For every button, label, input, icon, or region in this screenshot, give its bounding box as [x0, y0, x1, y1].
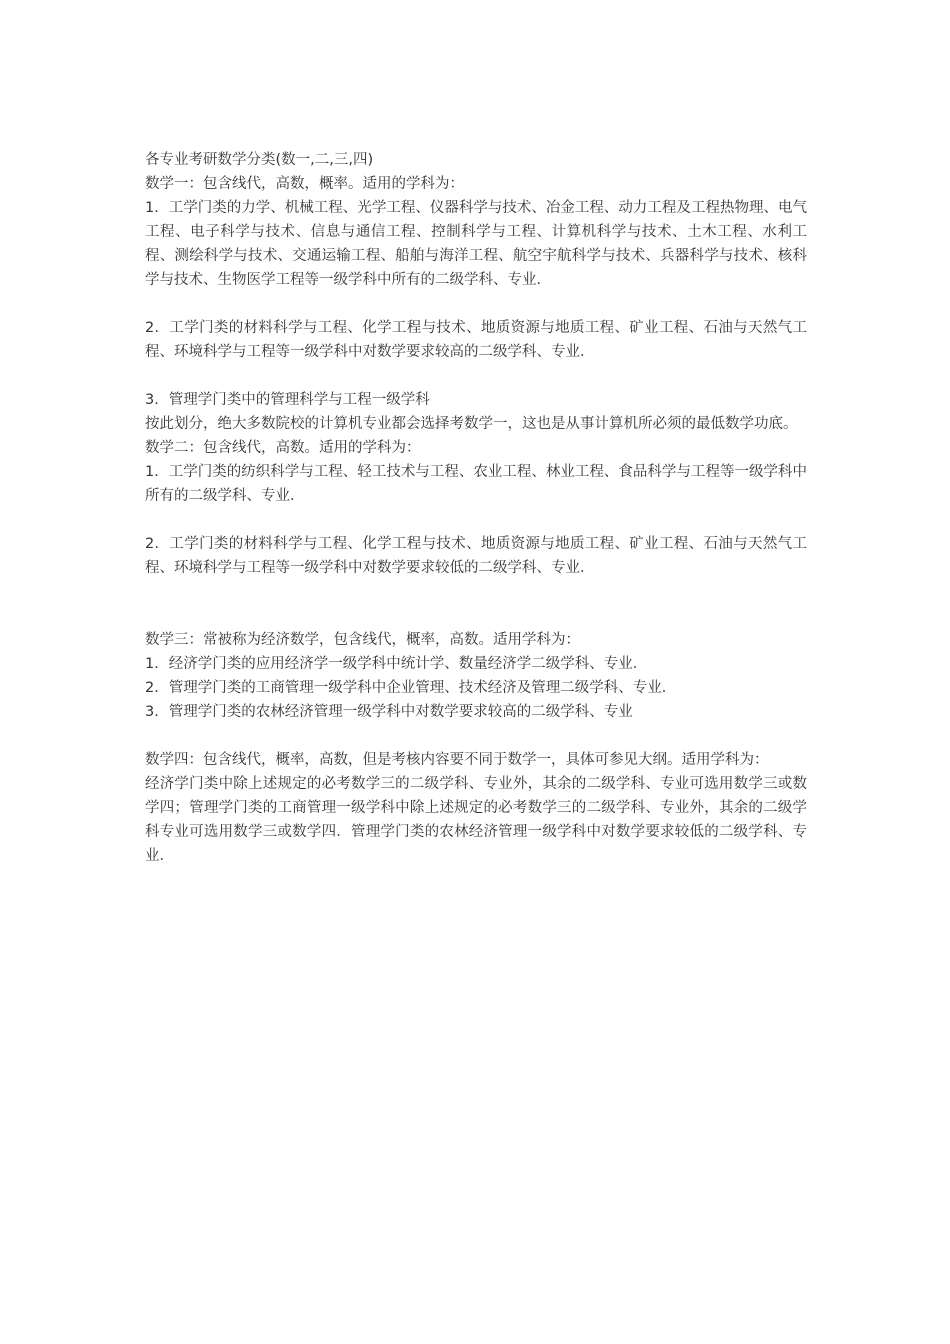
- math3-item-1: 1．经济学门类的应用经济学一级学科中统计学、数量经济学二级学科、专业．: [145, 656, 648, 672]
- paragraph-gap: [145, 580, 807, 628]
- paragraph-gap: [145, 724, 807, 748]
- math3-item-2: 2．管理学门类的工商管理一级学科中企业管理、技术经济及管理二级学科、专业．: [145, 680, 677, 696]
- math1-item-1: 1．工学门类的力学、机械工程、光学工程、仪器科学与技术、冶金工程、动力工程及工程热物理、电气工程、电子科学与技术、信息与通信工程、控制科学与工程、计算机科学与技术、土木工程、水利工程、测绘科学与技术、交通运输工程、船舶与海洋工程、航空宇航科学与技术、兵器科学与技术、核科学与技术、生物医学工程等一级学科中所有的二级学科、专业．: [145, 200, 807, 288]
- paragraph-gap: [145, 364, 807, 388]
- document-title: 各专业考研数学分类(数一,二,三,四): [145, 152, 374, 168]
- paragraph-gap: [145, 292, 807, 316]
- math1-note: 按此划分，绝大多数院校的计算机专业都会选择考数学一，这也是从事计算机所必须的最低数学功底。: [145, 416, 798, 432]
- math3-intro: 数学三：常被称为经济数学，包含线代，概率，高数。适用学科为：: [145, 632, 580, 648]
- math4-body: 经济学门类中除上述规定的必考数学三的二级学科、专业外，其余的二级学科、专业可选用数学三或数学四；管理学门类的工商管理一级学科中除上述规定的必考数学三的二级学科、专业外，其余的二级学科专业可选用数学三或数学四．管理学门类的农林经济管理一级学科中对数学要求较低的二级学科、专业．: [145, 776, 807, 864]
- math1-item-3: 3．管理学门类中的管理科学与工程一级学科: [145, 392, 430, 408]
- document-body: [145, 148, 807, 868]
- math2-intro: 数学二：包含线代，高数。适用的学科为：: [145, 440, 421, 456]
- paragraph-gap: [145, 508, 807, 532]
- math4-intro: 数学四：包含线代，概率，高数，但是考核内容要不同于数学一，具体可参见大纲。适用学科为：: [145, 752, 769, 768]
- math2-item-1: 1．工学门类的纺织科学与工程、轻工技术与工程、农业工程、林业工程、食品科学与工程等一级学科中所有的二级学科、专业．: [145, 464, 807, 504]
- math2-item-2: 2．工学门类的材料科学与工程、化学工程与技术、地质资源与地质工程、矿业工程、石油与天然气工程、环境科学与工程等一级学科中对数学要求较低的二级学科、专业．: [145, 536, 807, 576]
- math3-item-3: 3．管理学门类的农林经济管理一级学科中对数学要求较高的二级学科、专业: [145, 704, 633, 720]
- math1-intro: 数学一：包含线代，高数，概率。适用的学科为：: [145, 176, 464, 192]
- math1-item-2: 2．工学门类的材料科学与工程、化学工程与技术、地质资源与地质工程、矿业工程、石油与天然气工程、环境科学与工程等一级学科中对数学要求较高的二级学科、专业．: [145, 320, 807, 360]
